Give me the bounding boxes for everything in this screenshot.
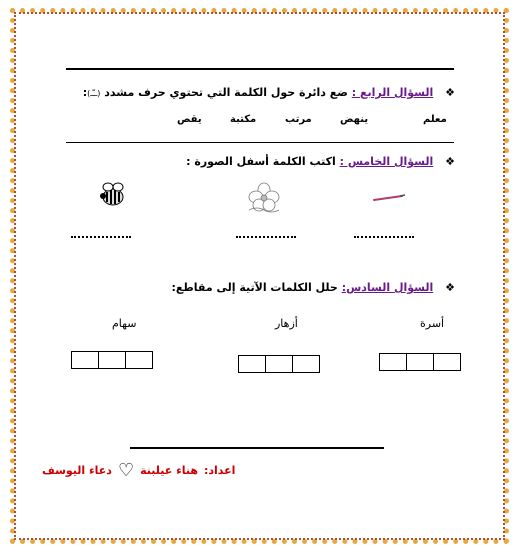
flower-icon xyxy=(245,180,283,218)
author-2: دعاء اليوسف xyxy=(42,464,112,477)
syllable-box[interactable] xyxy=(292,355,320,373)
bottom-divider xyxy=(130,447,384,449)
question-6-title: السؤال السادس: xyxy=(341,281,434,294)
question-4-text: ضع دائرة حول الكلمة التي تحتوي حرف مشدد xyxy=(104,86,348,99)
q4-word-4[interactable]: مكتبة xyxy=(230,114,257,125)
syllable-box[interactable] xyxy=(379,353,407,371)
q4-word-2[interactable]: ينهض xyxy=(340,114,369,125)
top-divider xyxy=(66,68,454,70)
heart-icon: ♡ xyxy=(117,460,135,481)
syllable-box[interactable] xyxy=(238,355,266,373)
answer-line-2[interactable] xyxy=(236,234,296,238)
question-6-heading xyxy=(172,281,455,294)
q4-word-3[interactable]: مرتب xyxy=(285,114,312,125)
syllable-boxes-3 xyxy=(72,351,153,369)
q6-word-1: أسرة xyxy=(420,317,445,330)
q6-word-3: سهام xyxy=(112,317,137,330)
bullet-icon: ❖ xyxy=(445,155,455,168)
syllable-box[interactable] xyxy=(125,351,153,369)
syllable-box[interactable] xyxy=(265,355,293,373)
author-1: هناء عيلبنة xyxy=(140,464,198,477)
syllable-boxes-1 xyxy=(380,353,461,371)
answer-line-1[interactable] xyxy=(71,234,131,238)
syllable-box[interactable] xyxy=(433,353,461,371)
q4-word-5[interactable]: يقص xyxy=(177,114,202,125)
syllable-box[interactable] xyxy=(98,351,126,369)
bee-icon xyxy=(98,180,128,208)
q4-divider xyxy=(66,142,454,143)
question-4-heading: ❖ السؤال الرابع : ضع دائرة حول الكلمة التي تحتوي حرف مشدد (ــّـ): xyxy=(82,86,455,99)
question-4-hint: (ــّـ) xyxy=(87,89,101,98)
answer-line-3[interactable] xyxy=(354,234,414,238)
question-5-text: اكتب الكلمة أسفل الصورة : xyxy=(186,155,336,168)
footer-label: اعداد: xyxy=(203,464,236,477)
question-4-title: السؤال الرابع : xyxy=(351,86,434,99)
bullet-icon: ❖ xyxy=(445,281,455,294)
footer-credits xyxy=(42,460,235,481)
question-5-title: السؤال الخامس : xyxy=(339,155,434,168)
question-5-heading xyxy=(186,155,455,168)
syllable-box[interactable] xyxy=(71,351,99,369)
syllable-box[interactable] xyxy=(406,353,434,371)
syllable-boxes-2 xyxy=(239,355,320,373)
q6-word-2: أزهار xyxy=(275,317,298,330)
pen-icon xyxy=(372,192,406,204)
bullet-icon: ❖ xyxy=(445,86,455,99)
q4-word-1[interactable]: معلم xyxy=(423,114,447,125)
question-6-text: حلل الكلمات الآتية إلى مقاطع: xyxy=(171,281,338,294)
